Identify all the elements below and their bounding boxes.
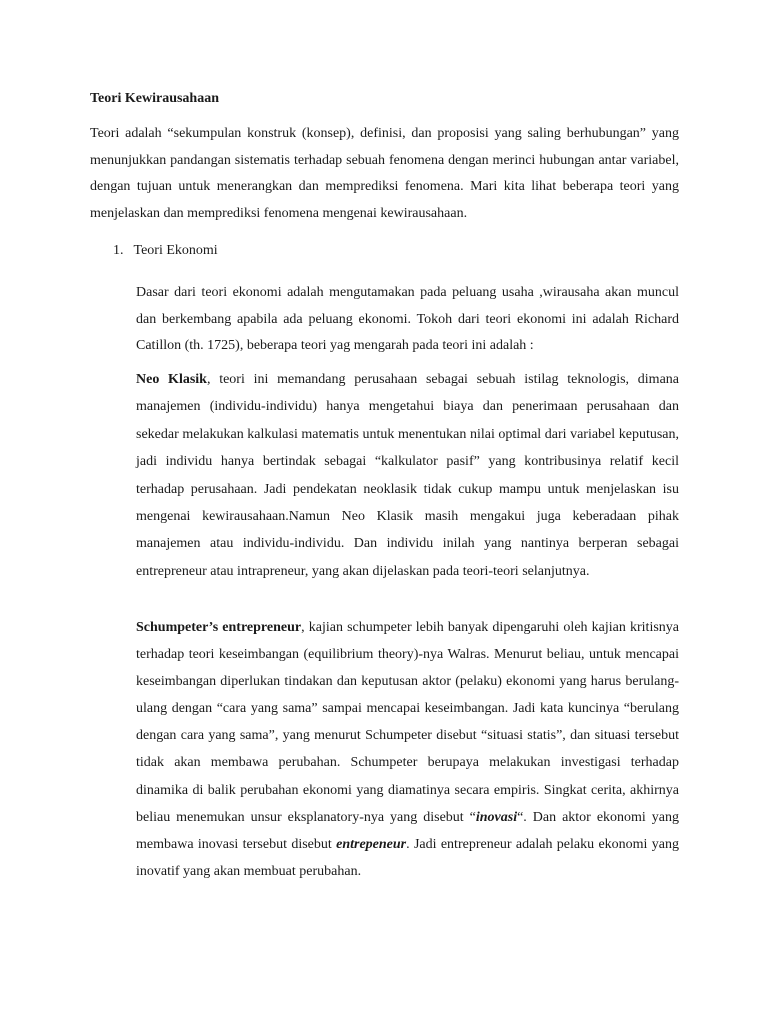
neo-klasik-text: , teori ini memandang perusahaan sebagai sebuah istilag teknologis, dimana manajemen (individu-individu) hanya mengetahui biaya dan penerimaan perusahaan dan sekedar melakukan kalkulasi matematis untuk menentukan nilai optimal dari variabel keputusan, jadi individu hanya bertindak sebagai “kalkulator pasif” yang kontribusinya relatif kecil terhadap perusahaan. Jadi pendekatan neoklasik tidak cukup mampu untuk menjelaskan isu mengenai kewirausahaan.Namun Neo Klasik masih mengakui juga keberadaan pihak manajemen atau individu-individu. Dan individu inilah yang nantinya berperan sebagai entrepreneur atau intrapreneur, yang akan dijelaskan pada teori-teori selanjutnya.	[136, 372, 679, 579]
schumpeter-text-b: “. Dan aktor ekonomi yang membawa inovasi tersebut disebut	[136, 809, 679, 852]
list-number: 1.	[113, 243, 124, 258]
term-inovasi: inovasi	[475, 809, 518, 825]
intro-paragraph: Teori adalah “sekumpulan konstruk (konsep), definisi, dan proposisi yang saling berhubungan” yang menunjukkan pandangan sistematis terhadap sebuah fenomena dengan merinci hubungan antar variabel, dengan tujuan untuk menerangkan dan memprediksi fenomena. Mari kita lihat beberapa teori yang menjelaskan dan memprediksi fenomena mengenai kewirausahaan.	[90, 126, 679, 221]
paragraph-neo-klasik	[136, 366, 679, 585]
list-item-teori-ekonomi	[113, 243, 218, 259]
term-entrepeneur: entrepeneur	[336, 836, 407, 852]
paragraph-dasar-teori: Dasar dari teori ekonomi adalah mengutamakan pada peluang usaha ,wirausaha akan muncul dan berkembang apabila ada peluang ekonomi. Tokoh dari teori ekonomi ini adalah Richard Catillon (th. 1725), beberapa teori yag mengarah pada teori ini adalah :	[136, 285, 679, 353]
schumpeter-text-a: , kajian schumpeter lebih banyak dipengaruhi oleh kajian kritisnya terhadap teori keseimbangan (equilibrium theory)-nya Walras. Menurut beliau, untuk mencapai keseimbangan diperlukan tindakan dan keputusan aktor (pelaku) ekonomi yang harus berulang-ulang dengan “cara yang sama” sampai mencapai keseimbangan. Jadi kata kuncinya “berulang dengan cara yang sama”, yang menurut Schumpeter disebut “situasi statis”, dan situasi tersebut tidak akan membawa perubahan. Schumpeter berupaya melakukan investigasi terhadap dinamika di balik perubahan ekonomi yang diamatinya secara empiris. Singkat cerita, akhirnya beliau menemukan unsur eksplanatory-nya yang disebut “	[136, 620, 679, 825]
list-label: Teori Ekonomi	[133, 243, 218, 258]
term-schumpeter: Schumpeter’s entrepreneur	[136, 620, 302, 635]
schumpeter-text-c: . Jadi entrepreneur adalah pelaku ekonomi yang inovatif yang akan membuat perubahan.	[136, 836, 680, 879]
document-title: Teori Kewirausahaan	[90, 91, 219, 106]
term-neo-klasik: Neo Klasik	[136, 372, 207, 387]
paragraph-schumpeter	[136, 614, 679, 885]
